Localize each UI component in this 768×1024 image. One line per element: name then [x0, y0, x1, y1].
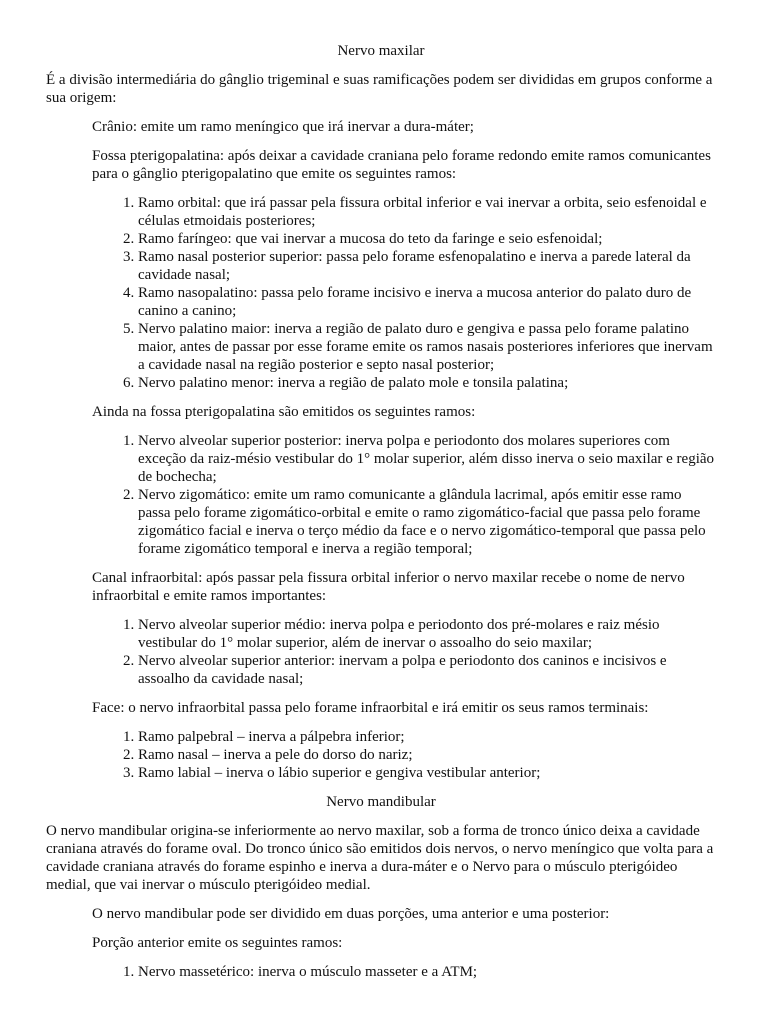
list-item: 4. Ramo nasopalatino: passa pelo forame incisivo e inerva a mucosa anterior do palato duro de canino a canino; — [138, 284, 716, 320]
list-item: 1. Nervo alveolar superior médio: inerva polpa e periodonto dos pré-molares e raiz mésio vestibular do 1° molar superior, além de inervar o assoalho do seio maxilar; — [138, 616, 716, 652]
paragraph-intro: É a divisão intermediária do gânglio trigeminal e suas ramificações podem ser divididas em grupos conforme a sua origem: — [46, 72, 713, 106]
paragraph-mandibular-portions: O nervo mandibular pode ser dividido em duas porções, uma anterior e uma posterior: — [92, 906, 610, 922]
list-item: 3. Ramo nasal posterior superior: passa pelo forame esfenopalatino e inerva a parede lateral da cavidade nasal; — [138, 248, 716, 284]
list-face-branches — [46, 728, 716, 782]
paragraph-canal: Canal infraorbital: após passar pela fissura orbital inferior o nervo maxilar recebe o nome de nervo infraorbital e emite ramos importantes: — [92, 570, 685, 604]
list-anterior-branches — [46, 963, 716, 981]
list-item: 2. Ramo nasal – inerva a pele do dorso do nariz; — [138, 746, 716, 764]
list-item: 1. Nervo massetérico: inerva o músculo masseter e a ATM; — [138, 963, 716, 981]
paragraph-fossa: Fossa pterigopalatina: após deixar a cavidade craniana pelo forame redondo emite ramos comunicantes para o gânglio pterigopalatino que emite os seguintes ramos: — [92, 148, 711, 182]
paragraph-ainda: Ainda na fossa pterigopalatina são emitidos os seguintes ramos: — [92, 404, 476, 420]
paragraph-anterior-portion: Porção anterior emite os seguintes ramos: — [92, 935, 343, 951]
list-item: 2. Nervo zigomático: emite um ramo comunicante a glândula lacrimal, após emitir esse ramo passa pelo forame zigomático-orbital e emite o ramo zigomático-facial que passa pelo forame zigomático facial e inerva o terço médio da face e o nervo zigomático-temporal que passa pelo forame zigomático temporal e inerva a região temporal; — [138, 486, 716, 558]
list-item: 1. Nervo alveolar superior posterior: inerva polpa e periodonto dos molares superiores com exceção da raiz-mésio vestibular do 1° molar superior, além disso inerva o seio maxilar e região de bochecha; — [138, 432, 716, 486]
list-item: 5. Nervo palatino maior: inerva a região de palato duro e gengiva e passa pelo forame palatino maior, antes de passar por esse forame emite os ramos nasais posteriores inferiores que inervam a cavidade nasal na região posterior e septo nasal posterior; — [138, 320, 716, 374]
paragraph-cranio: Crânio: emite um ramo meníngico que irá inervar a dura-máter; — [92, 119, 474, 135]
list-item: 1. Ramo palpebral – inerva a pálpebra inferior; — [138, 728, 716, 746]
list-item: 3. Ramo labial – inerva o lábio superior e gengiva vestibular anterior; — [138, 764, 716, 782]
paragraph-mandibular: O nervo mandibular origina-se inferiormente ao nervo maxilar, sob a forma de tronco único deixa a cavidade craniana através do forame oval. Do tronco único são emitidos dois nervos, o nervo meníngico que volta para a cavidade craniana através do forame espinho e inerva a dura-máter e o Nervo para o músculo pterigóideo medial, que vai inervar o músculo pterigóideo medial. — [46, 823, 714, 893]
list-item: 2. Nervo alveolar superior anterior: inervam a polpa e periodonto dos caninos e incisivos e assoalho da cavidade nasal; — [138, 652, 716, 688]
section-title-maxilar: Nervo maxilar — [337, 43, 425, 59]
paragraph-face: Face: o nervo infraorbital passa pelo forame infraorbital e irá emitir os seus ramos terminais: — [92, 700, 649, 716]
section-title-mandibular: Nervo mandibular — [326, 794, 436, 810]
list-fossa-branches — [46, 194, 716, 392]
list-canal-branches — [46, 616, 716, 688]
list-item: 6. Nervo palatino menor: inerva a região de palato mole e tonsila palatina; — [138, 374, 716, 392]
list-item: 1. Ramo orbital: que irá passar pela fissura orbital inferior e vai inervar a orbita, seio esfenoidal e células etmoidais posteriores; — [138, 194, 716, 230]
list-item: 2. Ramo faríngeo: que vai inervar a mucosa do teto da faringe e seio esfenoidal; — [138, 230, 716, 248]
list-ainda-branches — [46, 432, 716, 558]
